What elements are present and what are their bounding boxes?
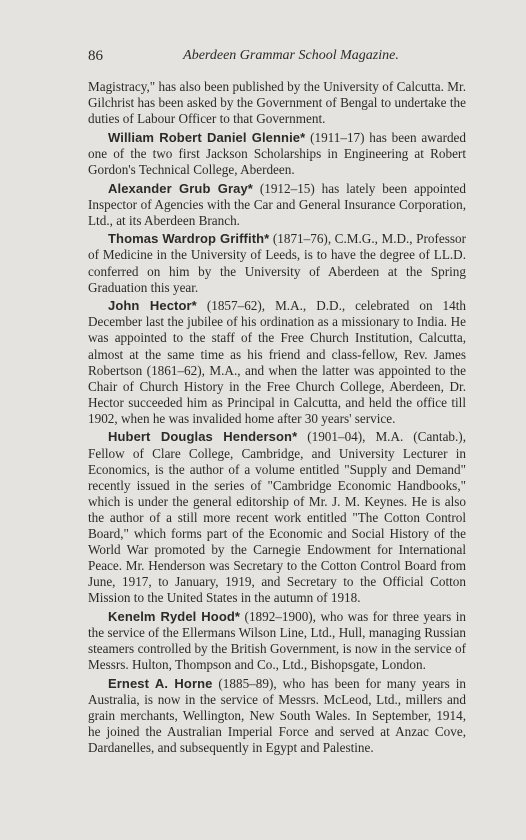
paragraph bbox=[88, 79, 466, 127]
paragraph-text: (1857–62), M.A., D.D., celebrated on 14th December last the jubilee of his ordination as a missionary to India. He was appointed to the staff of the Free Church Institution, Calcutta, almost at the same time as his friend and class-fellow, Rev. James Robertson (1861–62), M.A., and when the latter was appointed to the Chair of Church History in the Free Church College, Aberdeen, Dr. Hector succeeded him as Principal in Calcutta, and held the office till 1902, when he was invalided home after 30 years' service. bbox=[88, 298, 467, 426]
person-name: Kenelm Rydel Hood* bbox=[108, 609, 241, 624]
paragraph-text: (1885–89), who has been for many years in Australia, is now in the service of Messrs. McLeod, Ltd., millers and grain merchants, Wellington, New South Wales. In September, 1914, he joined the Australian Imperial Force and served at Anzac Cove, Dardanelles, and subsequently in Egypt and Palestine. bbox=[88, 675, 466, 756]
paragraph bbox=[88, 429, 466, 606]
article-body bbox=[88, 79, 466, 759]
paragraph-text: (1912–15) has lately been appointed Inspector of Agencies with the Car and General Insurance Corporation, Ltd., at its Aberdeen Branch. bbox=[88, 180, 466, 228]
person-name: Alexander Grub Gray* bbox=[108, 180, 253, 196]
person-name: Ernest A. Horne bbox=[108, 675, 213, 691]
paragraph bbox=[88, 676, 466, 756]
paragraph-text: (1911–17) has been awarded one of the two first Jackson Scholarships in Engineering at Robert Gordon's Technical College, Aberdeen. bbox=[88, 129, 466, 177]
paragraph bbox=[88, 609, 466, 673]
page-header bbox=[88, 48, 464, 66]
paragraph-text: (1901–04), M.A. (Cantab.), Fellow of Clare College, Cambridge, and University Lecturer in Economics, is the author of a volume entitled "Supply and Demand" recently issued in the series of "Cambridge Economic Handbooks," which is under the general editorship of Mr. J. M. Keynes. He is also the author of a still more recent work entitled "The Cotton Control Board," which forms part of the Economic and Social History of the World War promoted by the Carnegie Endowment for International Peace. Mr. Henderson was Secretary to the Cotton Control Board from June, 1917, to January, 1919, and Secretary to the Official Cotton Mission to the United States in the autumn of 1918. bbox=[88, 429, 466, 606]
paragraph bbox=[88, 231, 466, 295]
running-title: Aberdeen Grammar School Magazine. bbox=[183, 48, 399, 63]
paragraph bbox=[88, 298, 466, 427]
person-name: John Hector* bbox=[108, 298, 197, 314]
person-name: Thomas Wardrop Griffith* bbox=[108, 231, 270, 247]
paragraph bbox=[88, 130, 466, 178]
paragraph bbox=[88, 181, 466, 229]
paragraph-text: Magistracy," has also been published by the University of Calcutta. Mr. Gilchrist has been asked by the Government of Bengal to undertake the duties of Labour Officer to that Government. bbox=[88, 79, 466, 127]
person-name: Hubert Douglas Henderson* bbox=[108, 429, 298, 445]
page-number: 86 bbox=[88, 48, 103, 64]
person-name: William Robert Daniel Glennie* bbox=[108, 129, 306, 145]
paragraph-text: (1871–76), C.M.G., M.D., Professor of Medicine in the University of Leeds, is to have the degree of LL.D. conferred on him by the University of Aberdeen at the Spring Graduation this year. bbox=[88, 231, 466, 295]
paragraph-text: (1892–1900), who was for three years in the service of the Ellermans Wilson Line, Ltd., Hull, managing Russian steamers controlled by the British Government, is now in the service of Messrs. Hulton, Thompson and Co., Ltd., Bishopsgate, London. bbox=[88, 609, 466, 673]
